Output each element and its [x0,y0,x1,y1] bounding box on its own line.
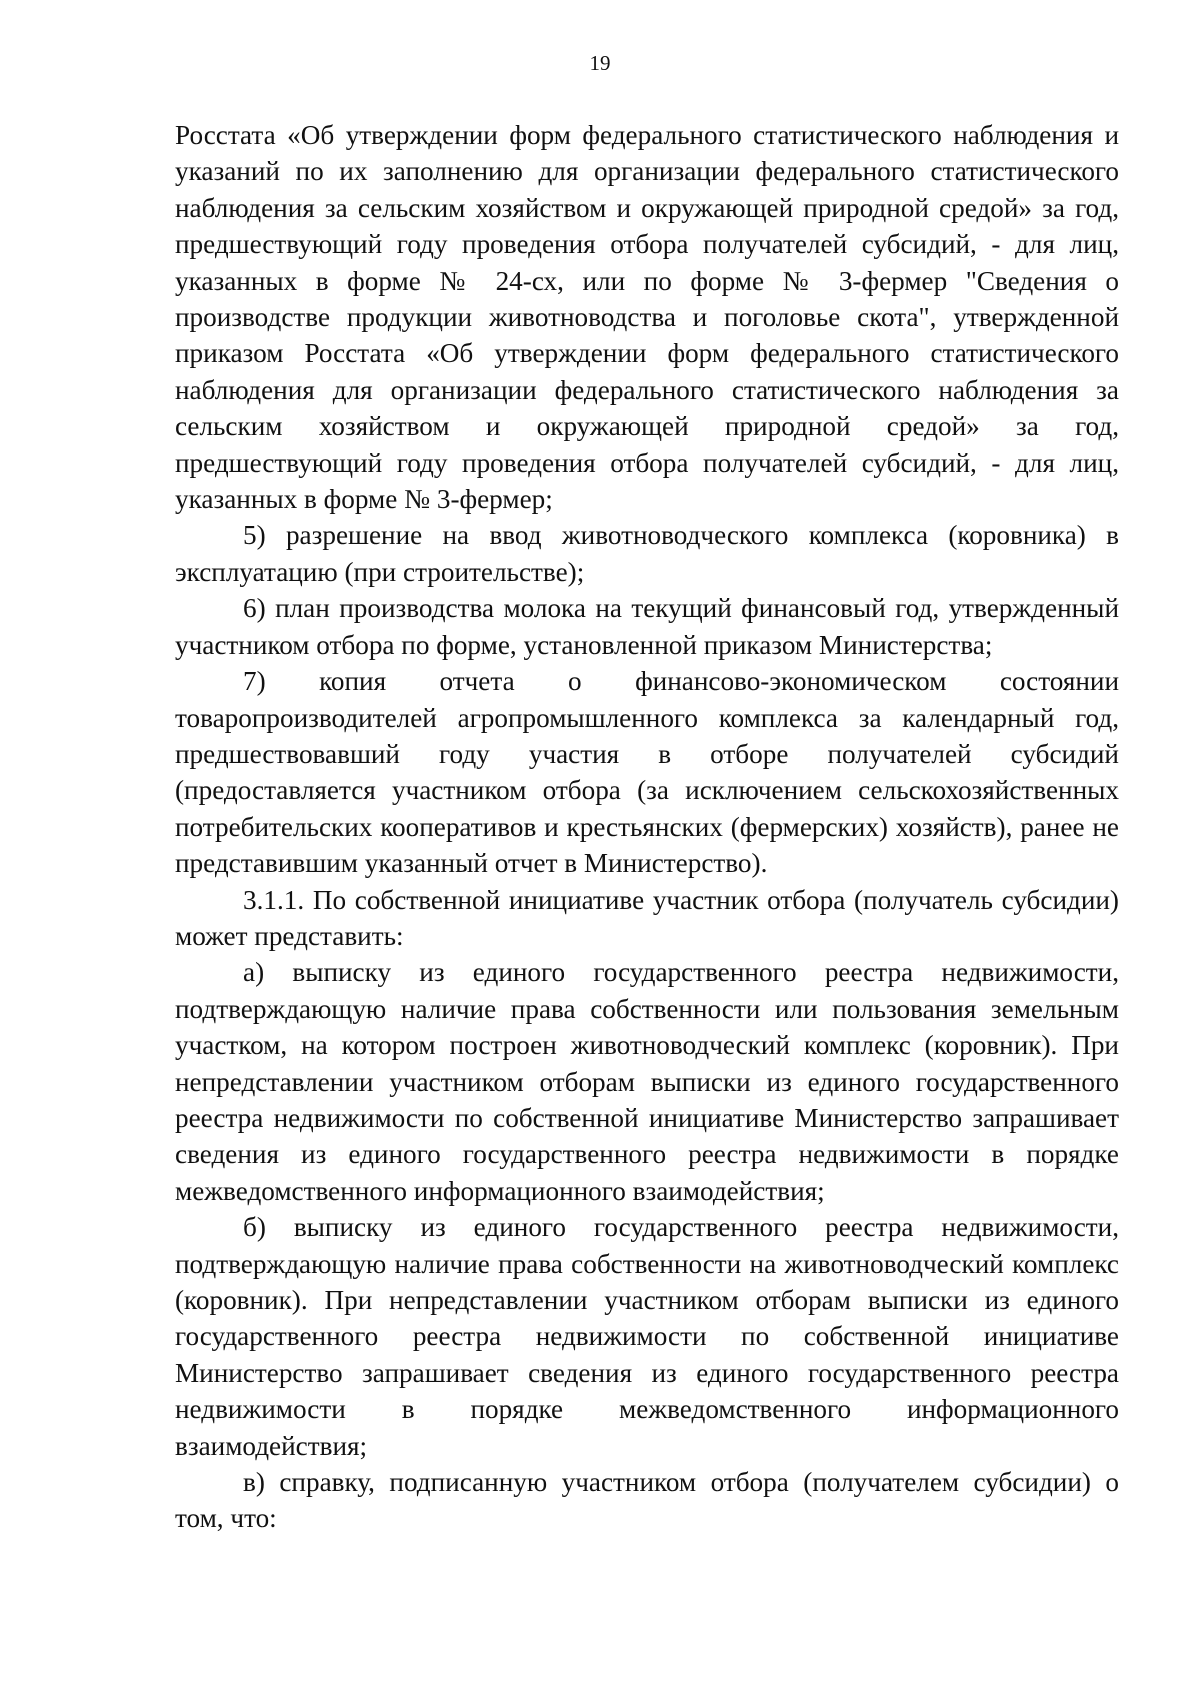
page-number: 19 [589,51,611,75]
paragraph-item-b: б) выписку из единого государственного реестра недвижимости, подтверждающую наличие права собственности на животноводческий комплекс (коровник). При непредставлении участником отборам выписки из единого государственного реестра недвижимости по собственной инициативе Министерство запрашивает сведения из единого государственного реестра недвижимости в порядке межведомственного информационного взаимодействия; [175,1212,1119,1461]
paragraph-item-5: 5) разрешение на ввод животноводческого комплекса (коровника) в эксплуатацию (при строительстве); [175,520,1119,587]
paragraph-item-a: а) выписку из единого государственного реестра недвижимости, подтверждающую наличие права собственности или пользования земельным участком, на котором построен животноводческий комплекс (коровник). При непредставлении участником отборам выписки из единого государственного реестра недвижимости по собственной инициативе Министерство запрашивает сведения из единого государственного реестра недвижимости в порядке межведомственного информационного взаимодействия; [175,957,1119,1206]
paragraph-item-v: в) справку, подписанную участником отбора (получателем субсидии) о том, что: [175,1467,1119,1534]
paragraph-rosstat-continuation: Росстата «Об утверждении форм федерального статистического наблюдения и указаний по их заполнению для организации федерального статистического наблюдения за сельским хозяйством и окружающей природной средой» за год, предшествующий году проведения отбора получателей субсидий, - для лиц, указанных в форме № 24-сх, или по форме № 3-фермер "Сведения о производстве продукции животноводства и поголовье скота", утвержденной приказом Росстата «Об утверждении форм федерального статистического наблюдения для организации федерального статистического наблюдения за сельским хозяйством и окружающей природной средой» за год, предшествующий году проведения отбора получателей субсидий, - для лиц, указанных в форме № 3-фермер; [175,120,1119,515]
paragraph-clause-3-1-1: 3.1.1. По собственной инициативе участник отбора (получатель субсидии) может представить: [175,884,1119,951]
paragraph-item-6: 6) план производства молока на текущий финансовый год, утвержденный участником отбора по форме, установленной приказом Министерства; [175,593,1119,660]
document-body [175,117,1119,1537]
paragraph-item-7: 7) копия отчета о финансово-экономическом состоянии товаропроизводителей агропромышленного комплекса за календарный год, предшествовавший году участия в отборе получателей субсидий (предоставляется участником отбора (за исключением сельскохозяйственных потребительских кооперативов и крестьянских (фермерских) хозяйств), ранее не представившим указанный отчет в Министерство). [175,666,1119,879]
